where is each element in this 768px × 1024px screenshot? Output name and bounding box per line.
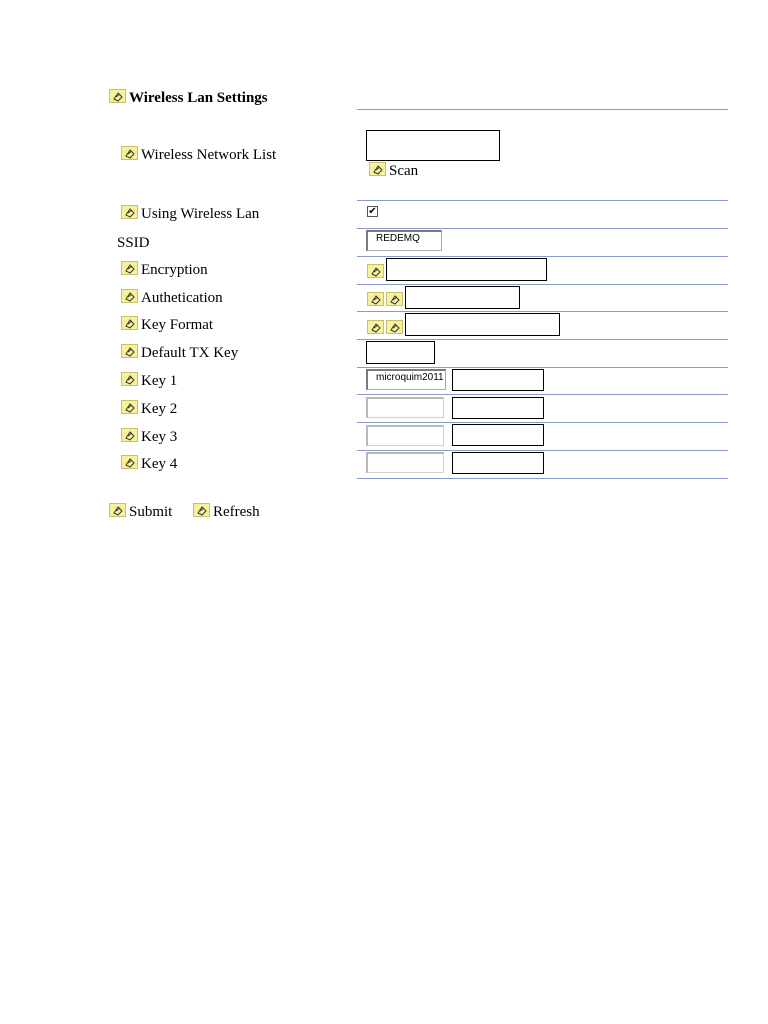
placeholder-icon: [121, 316, 138, 330]
key-2-input[interactable]: [366, 397, 444, 418]
key-format-label: Key Format: [141, 317, 214, 333]
placeholder-icon: [109, 89, 126, 103]
encryption-select[interactable]: [386, 258, 547, 281]
placeholder-icon: [121, 205, 138, 219]
encryption-label: Encryption: [141, 262, 208, 278]
key-1-input[interactable]: microquim2011: [366, 369, 446, 390]
scan-icon[interactable]: [369, 162, 386, 176]
key-2-length-select[interactable]: [452, 397, 544, 419]
submit-button[interactable]: Submit: [129, 504, 173, 520]
divider: [357, 478, 728, 479]
placeholder-icon: [121, 428, 138, 442]
placeholder-icon: [121, 146, 138, 160]
key-4-length-select[interactable]: [452, 452, 544, 474]
divider: [357, 109, 728, 110]
key-3-input[interactable]: [366, 425, 444, 446]
network-list-select[interactable]: [366, 130, 500, 161]
placeholder-icon: [121, 289, 138, 303]
placeholder-icon: [386, 320, 403, 334]
key-format-select[interactable]: [405, 313, 560, 336]
divider: [357, 367, 728, 368]
using-wireless-label: Using Wireless Lan: [141, 206, 260, 222]
placeholder-icon: [121, 261, 138, 275]
placeholder-icon: [367, 292, 384, 306]
refresh-icon[interactable]: [193, 503, 210, 517]
submit-icon[interactable]: [109, 503, 126, 517]
check-icon: ✔: [368, 206, 377, 217]
key-1-label: Key 1: [141, 373, 178, 389]
divider: [357, 339, 728, 340]
ssid-input[interactable]: REDEMQ: [366, 230, 442, 251]
placeholder-icon: [121, 455, 138, 469]
placeholder-icon: [367, 320, 384, 334]
divider: [357, 256, 728, 257]
ssid-label: SSID: [117, 235, 150, 251]
key-4-label: Key 4: [141, 456, 178, 472]
divider: [357, 228, 728, 229]
placeholder-icon: [121, 344, 138, 358]
scan-button[interactable]: Scan: [389, 163, 419, 179]
key-3-label: Key 3: [141, 429, 178, 445]
authentication-select[interactable]: [405, 286, 520, 309]
divider: [357, 422, 728, 423]
divider: [357, 311, 728, 312]
placeholder-icon: [367, 264, 384, 278]
placeholder-icon: [121, 400, 138, 414]
key-4-input[interactable]: [366, 452, 444, 473]
default-tx-key-label: Default TX Key: [141, 345, 239, 361]
divider: [357, 450, 728, 451]
key-3-length-select[interactable]: [452, 424, 544, 446]
divider: [357, 394, 728, 395]
placeholder-icon: [121, 372, 138, 386]
key-2-label: Key 2: [141, 401, 178, 417]
divider: [357, 200, 728, 201]
default-tx-key-select[interactable]: [366, 341, 435, 364]
placeholder-icon: [386, 292, 403, 306]
page-title: Wireless Lan Settings: [129, 90, 268, 106]
refresh-button[interactable]: Refresh: [213, 504, 260, 520]
key-1-length-select[interactable]: [452, 369, 544, 391]
network-list-label: Wireless Network List: [141, 147, 277, 163]
using-wireless-checkbox[interactable]: [367, 206, 378, 217]
divider: [357, 284, 728, 285]
authentication-label: Authetication: [141, 290, 223, 306]
